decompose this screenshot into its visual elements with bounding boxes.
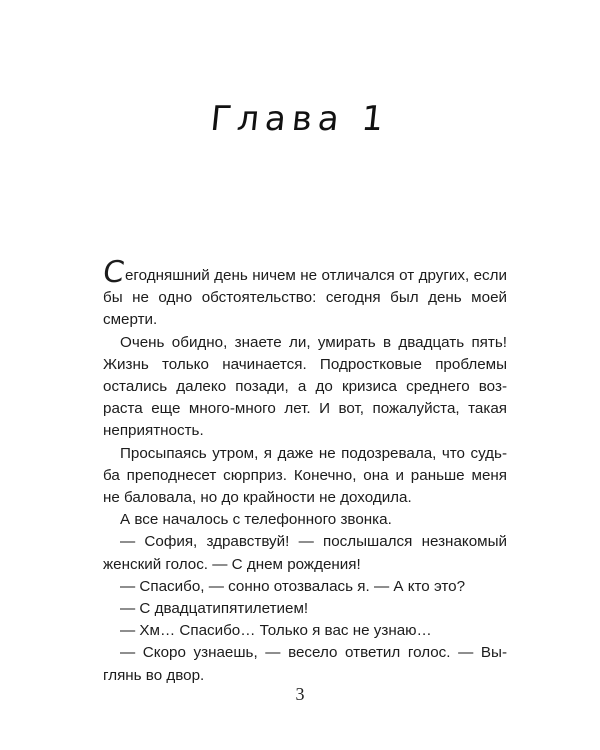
paragraph-1-text: егодняшний день ничем не отличался от других, если бы не одно обстоятельство: сегодня был день моей смерти. — [103, 267, 507, 329]
dialogue-line-3: — С двадцатипятилетием! — [120, 600, 309, 618]
dialogue-line-5: — Скоро узнаешь, — весело ответил голос. — Выглянь во двор. — [103, 644, 507, 684]
paragraph-3: Просыпаясь утром, я даже не подозревала, что судьба преподнесет сюрприз. Конечно, она и раньше меня не баловала, но до крайности не доходила. — [103, 444, 507, 507]
dialogue-line-4: — Хм… Спасибо… Только я вас не узнаю… — [120, 622, 432, 640]
paragraph-2: Очень обидно, знаете ли, умирать в двадцать пять! Жизнь только начинается. Подростковые проблемы остались далеко позади, а до кризиса среднего возраста еще много-много лет. И вот, пожалуйста, такая неприятность. — [103, 333, 507, 440]
dialogue-line-2: — Спасибо, — сонно отозвалась я. — А кто это? — [120, 577, 466, 595]
chapter-body — [100, 255, 507, 687]
dialogue-line-1: — София, здравствуй! — послышался незнакомый женский голос. — С днем рождения! — [103, 533, 507, 573]
chapter-title: Глава 1 — [208, 98, 392, 139]
paragraph-4: А все началось с телефонного звонка. — [120, 511, 392, 529]
paragraph-1 — [100, 255, 507, 332]
drop-cap: С — [100, 255, 127, 290]
page-number: 3 — [295, 684, 305, 704]
